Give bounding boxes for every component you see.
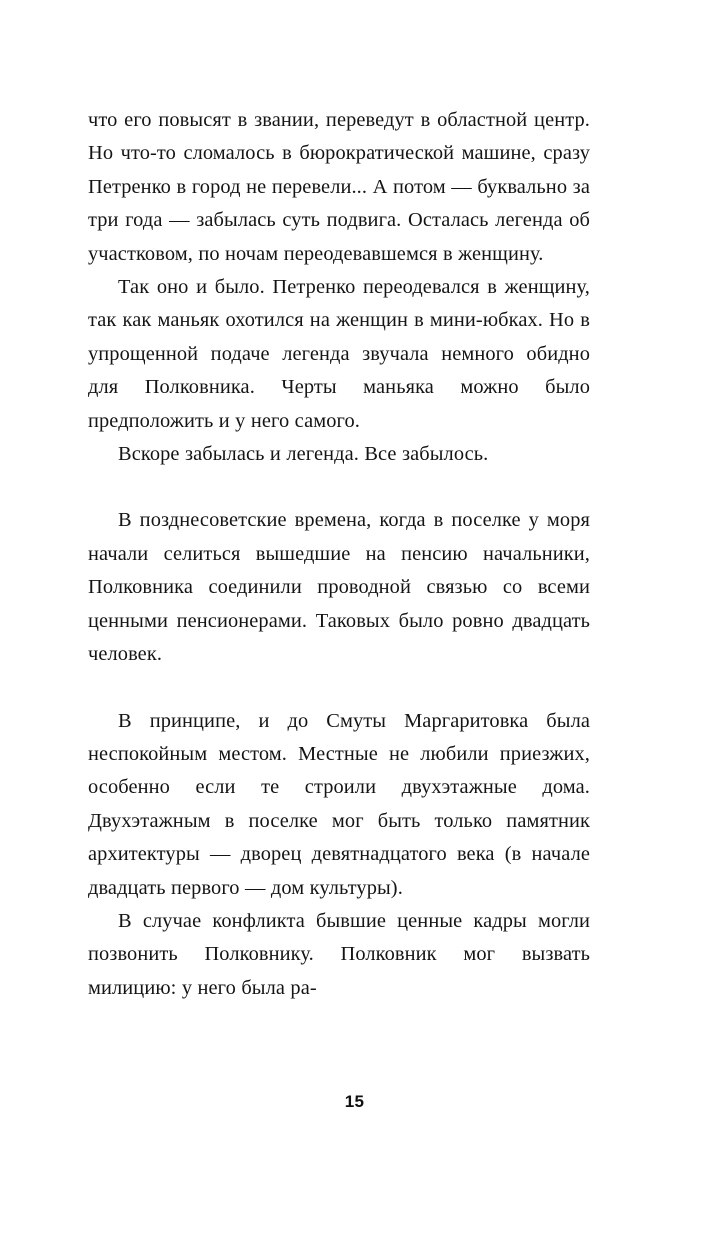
paragraph: В принципе, и до Смуты Маргаритовка была неспокойным местом. Местные не любили приезжих, особенно если те строили двухэтажные дома. Двухэтажным в поселке мог быть только памятник архитектуры — дворец девятнадцатого века (в начале двадцать первого — дом культуры).	[88, 709, 590, 899]
paragraph: что его повысят в звании, переведут в областной центр. Но что-то сломалось в бюрократической машине, сразу Петренко в город не перевели... А потом — буквально за три года — забылась суть подвига. Осталась легенда об участковом, по ночам переодевавшемся в женщину.	[88, 109, 590, 265]
paragraph: Вскоре забылась и легенда. Все забылось.	[118, 443, 489, 466]
body-text-column	[88, 104, 590, 1005]
paragraph: В случае конфликта бывшие ценные кадры могли позвонить Полковнику. Полковник мог вызвать милицию: у него была ра-	[88, 909, 590, 999]
page-number: 15	[344, 1092, 365, 1111]
paragraph: Так оно и было. Петренко переодевался в женщину, так как маньяк охотился на женщин в мини-юбках. Но в упрощенной подаче легенда звучала немного обидно для Полковника. Черты маньяка можно было предположить и у него самого.	[88, 276, 590, 432]
paragraph: В позднесоветские времена, когда в поселке у моря начали селиться вышедшие на пенсию начальники, Полковника соединили проводной связью со всеми ценными пенсионерами. Таковых было ровно двадцать человек.	[88, 509, 590, 666]
